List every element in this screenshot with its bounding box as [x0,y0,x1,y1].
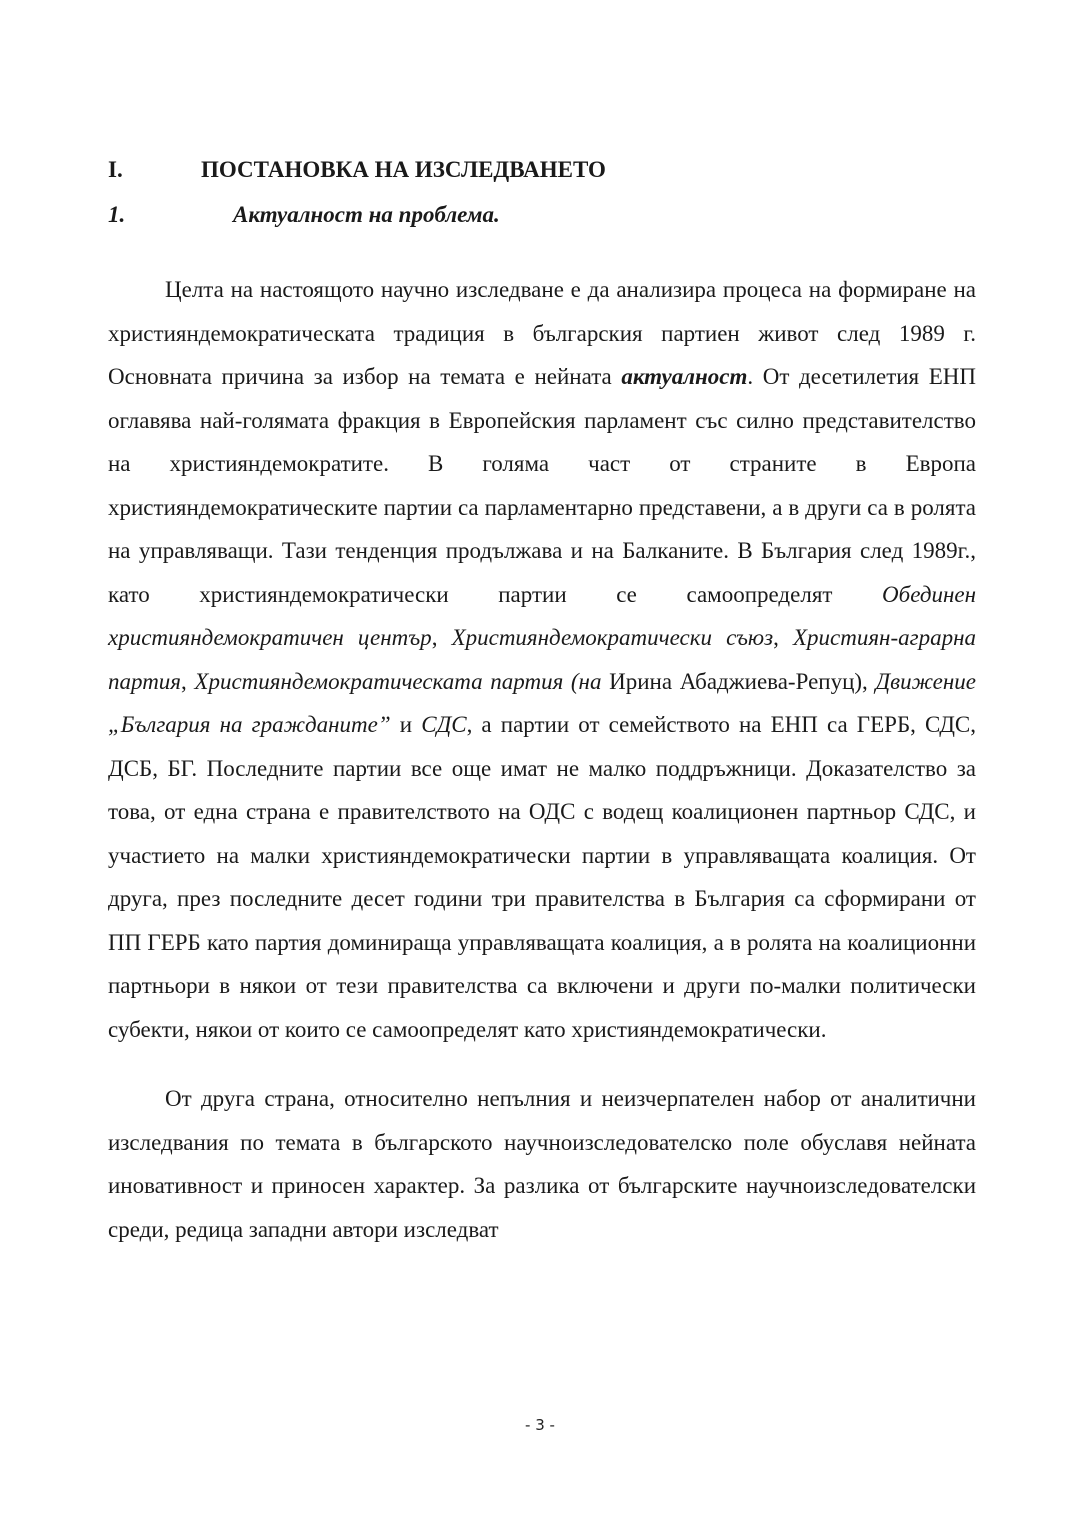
para1-text-1: Целта на настоящото научно изследване е да анализира процеса на формиране на християндемократическата традиция в българския партиен живот след 1989 г. Основната причина за избор на темата е нейната [108,277,976,389]
page-number: - 3 - [525,1416,555,1434]
section-title: ПОСТАНОВКА НА ИЗСЛЕДВАНЕТО [201,157,606,182]
party-name-3: Християн-аграрна партия [108,625,977,694]
para1-sep-1: , [431,625,452,650]
para1-text-2: . От десетилетия ЕНП оглавява най-голямата фракция в Европейския парламент със силно представителство на християндемократите. В голяма част от страните в Европа християндемократическите партии са парламентарно представени, а в други са в ролята на управляващи. Тази тенденция продължава и на Балканите. В България след 1989г., като християндемократически партии се самоопределят [108,364,976,607]
party-name-6: СДС [421,712,467,737]
document-page [108,150,976,1251]
subsection-title: Актуалност на проблема. [233,202,500,227]
para1-emphasis: актуалност [621,364,748,389]
para1-text-3: Ирина Абаджиева-Репуц), [601,668,876,694]
party-name-4: Християндемократическата партия (на [194,668,602,694]
subsection-number: 1. [108,202,126,227]
party-name-5: Движение „България на гражданите” [108,668,976,737]
para1-text-5: , а партии от семейството на ЕНП са ГЕРБ, СДС, ДСБ, БГ. Последните партии все още имат не малко поддръжници. Доказателство за това, от една страна е правителството на ОДС с водещ коалиционен партньор СДС, и участието на малки християндемократически партии в управляващата коалиция. От друга, през последните десет години три правителства в България са сформирани от ПП ГЕРБ като партия доминираща управляващата коалиция, а в ролята на коалиционни партньори в някои от тези правителства са включени и други по-малки политически субекти, някои от които се самоопределят като християндемократически. [108,712,976,1042]
paragraph-relevance [108,268,976,1051]
para1-text-4: и [390,712,422,737]
paragraph-innovation: От друга страна, относително непълния и неизчерпателен набор от аналитични изследвания по темата в българското научноизследователско поле обуславя нейната иновативност и приносен характер. За разлика от българските научноизследователски среди, редица западни автори изследват [108,1086,976,1242]
section-heading [108,150,976,190]
section-number: I. [108,157,123,182]
subsection-heading [108,195,976,235]
party-name-1: Обединен християндемократичен център [108,581,976,650]
para1-sep-3: , [181,668,195,694]
party-name-2: Християндемократически съюз [451,625,774,650]
para1-sep-2: , [773,625,793,650]
